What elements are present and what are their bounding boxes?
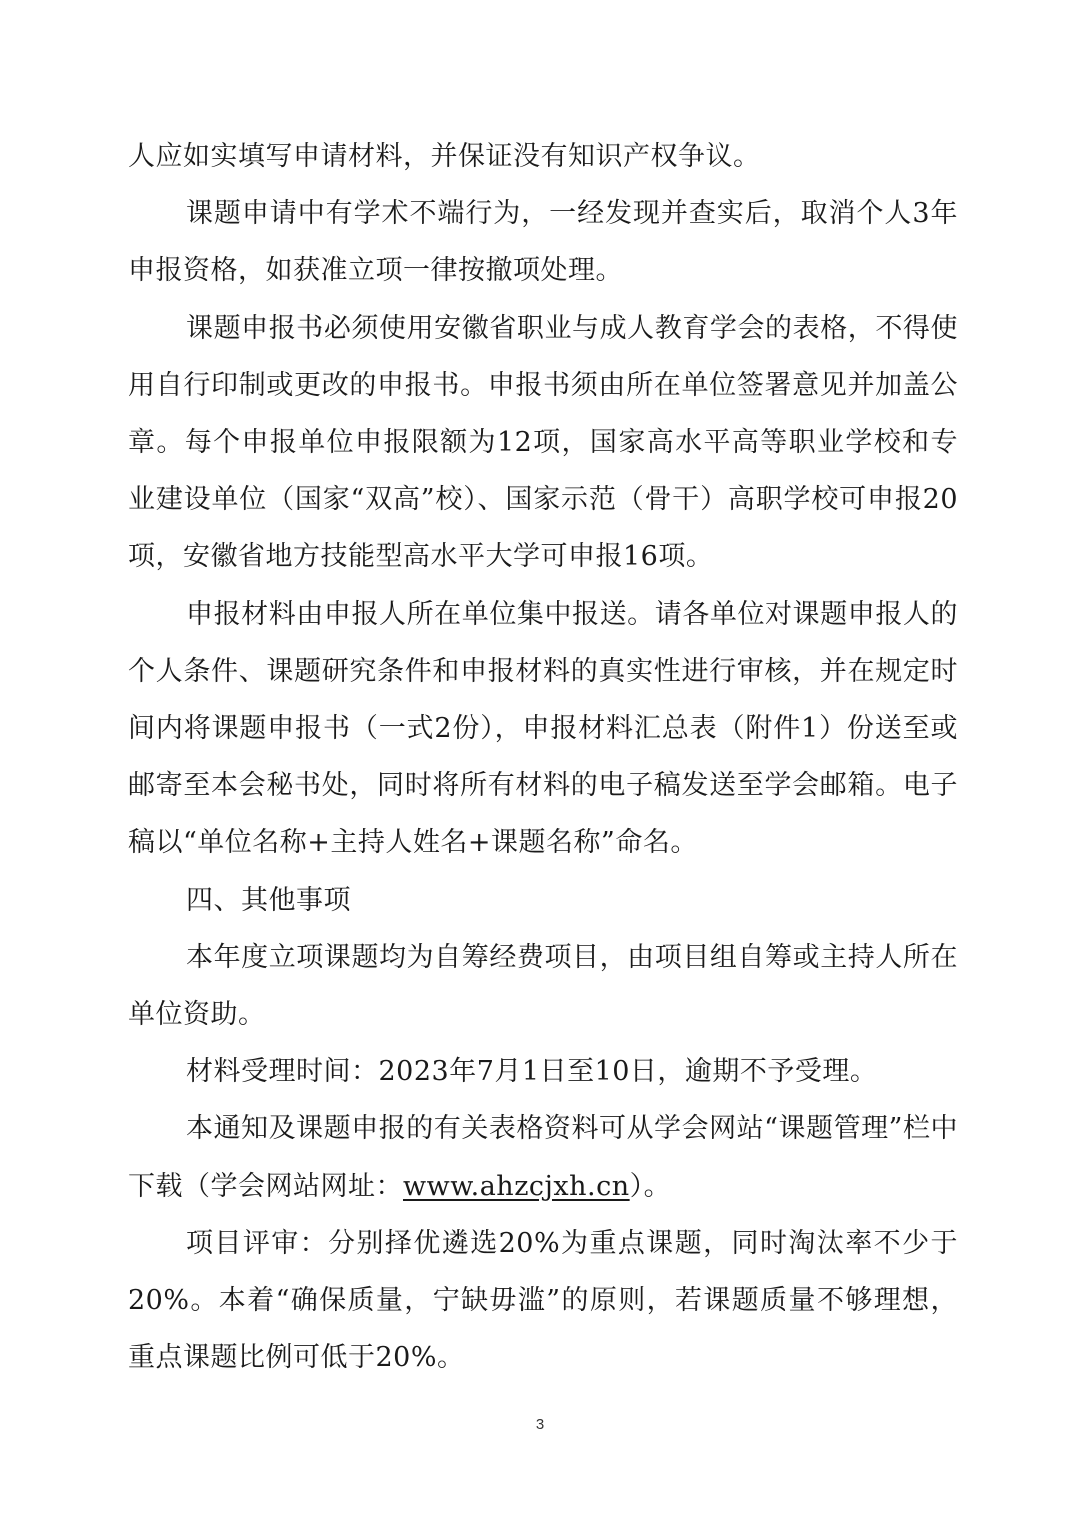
paragraph-submission: 申报材料由申报人所在单位集中报送。请各单位对课题申报人的个人条件、课题研究条件和申报材料的真实性进行审核，并在规定时间内将课题申报书（一式2份），申报材料汇总表（附件1）份送至或邮寄至本会秘书处，同时将所有材料的电子稿发送至学会邮箱。电子稿以“单位名称+主持人姓名+课题名称”命名。 — [128, 598, 958, 859]
document-body — [128, 128, 958, 1386]
paragraph-download — [128, 1100, 958, 1214]
page-number: 3 — [535, 1416, 545, 1433]
paragraph-deadline: 材料受理时间：2023年7月1日至10日，逾期不予受理。 — [186, 1056, 878, 1088]
website-link[interactable]: www.ahzcjxh.cn — [403, 1170, 630, 1202]
download-text-after: ）。 — [629, 1170, 672, 1202]
paragraph-funding: 本年度立项课题均为自筹经费项目，由项目组自筹或主持人所在单位资助。 — [128, 941, 958, 1031]
paragraph-continuation: 人应如实填写申请材料，并保证没有知识产权争议。 — [128, 141, 761, 172]
section-heading-other-matters: 四、其他事项 — [186, 884, 351, 916]
download-text-before: 本通知及课题申报的有关表格资料可从学会网站“课题管理”栏中下载（学会网站网址： — [128, 1113, 958, 1202]
paragraph-review: 项目评审：分别择优遴选20%为重点课题，同时淘汰率不少于20%。本着“确保质量，宁缺毋滥”的原则，若课题质量不够理想，重点课题比例可低于20%。 — [128, 1227, 958, 1374]
paragraph-misconduct: 课题申请中有学术不端行为，一经发现并查实后，取消个人3年申报资格，如获准立项一律按撤项处理。 — [128, 198, 958, 287]
paragraph-application-form: 课题申报书必须使用安徽省职业与成人教育学会的表格，不得使用自行印制或更改的申报书。申报书须由所在单位签署意见并加盖公章。每个申报单位申报限额为12项，国家高水平高等职业学校和专业建设单位（国家“双高”校）、国家示范（骨干）高职学校可申报20项，安徽省地方技能型高水平大学可申报16项。 — [128, 312, 958, 573]
